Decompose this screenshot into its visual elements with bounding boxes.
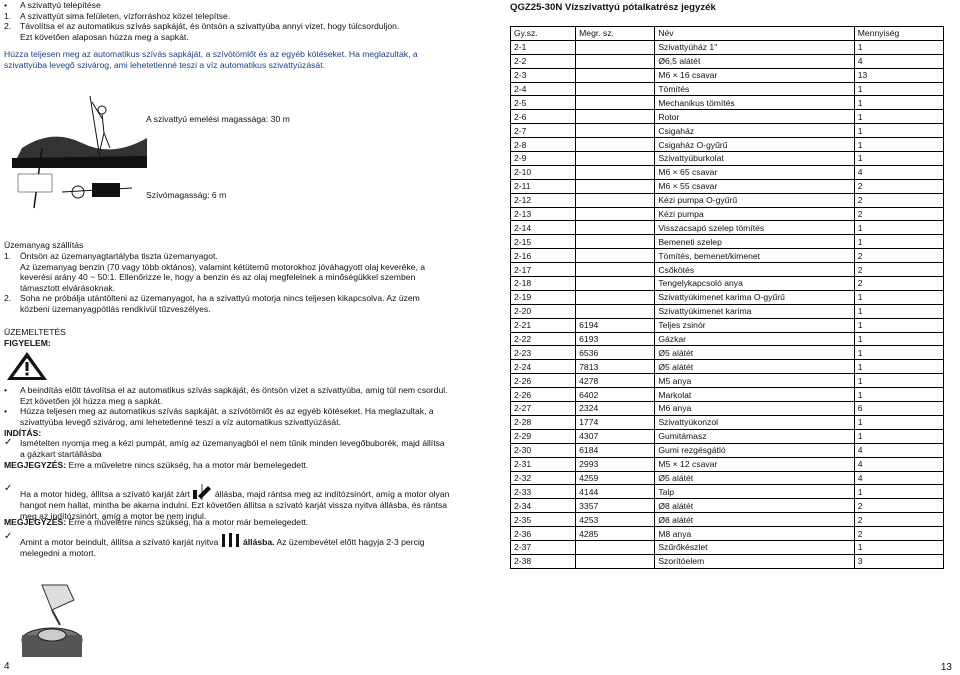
cell-name: Talp (655, 485, 854, 499)
cell-position: 2-22 (511, 332, 576, 346)
cell-position: 2-16 (511, 249, 576, 263)
cell-name: Tengelykapcsoló anya (655, 277, 854, 291)
parts-list-title: QGZ25-30N Vízszivattyú pótalkatrész jegyzék (510, 2, 716, 13)
cell-quantity: 2 (854, 179, 943, 193)
list-marker: 1. (4, 251, 12, 261)
start-heading: INDÍTÁS: (4, 428, 42, 438)
cell-order-no (576, 221, 655, 235)
cell-quantity: 1 (854, 40, 943, 54)
cell-position: 2-8 (511, 138, 576, 152)
list-item (4, 262, 444, 294)
cell-order-no (576, 54, 655, 68)
cell-quantity: 1 (854, 485, 943, 499)
table-row (511, 304, 944, 318)
cell-order-no: 6194 (576, 318, 655, 332)
cell-name: Visszacsapó szelep tömítés (655, 221, 854, 235)
cell-order-no (576, 138, 655, 152)
table-row (511, 221, 944, 235)
parts-table (510, 26, 944, 569)
cell-quantity: 2 (854, 499, 943, 513)
right-page (510, 0, 952, 675)
cell-name: Teljes zsinór (655, 318, 854, 332)
cell-position: 2-37 (511, 540, 576, 554)
fuel-heading: Üzemanyag szállítás (4, 240, 84, 250)
cell-name: M5 anya (655, 374, 854, 388)
cell-position: 2-15 (511, 235, 576, 249)
cell-name: M5 × 12 csavar (655, 457, 854, 471)
cell-position: 2-7 (511, 124, 576, 138)
cell-name: Gázkar (655, 332, 854, 346)
cell-order-no (576, 235, 655, 249)
cell-order-no: 1774 (576, 415, 655, 429)
checkmark-icon: ✓ (4, 531, 13, 542)
warning-bullets (4, 385, 452, 427)
list-item-text: A szivattyú telepítése (20, 0, 101, 10)
install-note: Húzza teljesen meg az automatikus szívás sapkáját, a szívótömlőt és az egyéb kötéseket. Ha meglazultak, a szivattyúba levegő szivárog, ami lehetetlenné teszi a víz automatikus szivattyúzását. (4, 49, 418, 70)
cell-position: 2-29 (511, 429, 576, 443)
cell-name: M6 × 55 csavar (655, 179, 854, 193)
list-item-text: Öntsön az üzemanyagtartályba tiszta üzemanyagot. (20, 251, 218, 261)
cell-order-no: 6536 (576, 346, 655, 360)
cell-quantity: 1 (854, 318, 943, 332)
cell-position: 2-31 (511, 457, 576, 471)
cell-name: Ø8 alátét (655, 513, 854, 527)
cell-position: 2-14 (511, 221, 576, 235)
cell-order-no: 4278 (576, 374, 655, 388)
table-row (511, 415, 944, 429)
cell-order-no (576, 193, 655, 207)
warning-bullet (4, 385, 452, 406)
cell-position: 2-34 (511, 499, 576, 513)
pump-installation-illustration (12, 88, 147, 216)
table-row (511, 68, 944, 82)
cell-name: Ø6,5 alátét (655, 54, 854, 68)
table-row (511, 402, 944, 416)
bullet-icon: • (4, 385, 8, 395)
warning-bullet-text: Húzza teljesen meg az automatikus szívás sapkáját, a szívótömlőt és az egyéb kötéseket. Ha meglazultak, a szivattyúba levegő szivárog, ami lehetetlenné teszi a víz automatikus szivattyúzását. (20, 406, 434, 427)
cell-name: Szorítóelem (655, 554, 854, 568)
warning-triangle-icon (6, 351, 48, 381)
cell-position: 2-4 (511, 82, 576, 96)
cell-position: 2-19 (511, 290, 576, 304)
cell-name: Ø5 alátét (655, 471, 854, 485)
cell-position: 2-26 (511, 374, 576, 388)
cell-name: Szivattyúburkolat (655, 152, 854, 166)
cell-order-no: 7813 (576, 360, 655, 374)
table-row (511, 263, 944, 277)
cell-name: Szivattyúház 1" (655, 40, 854, 54)
col-header-quantity: Mennyiség (854, 27, 943, 41)
cell-order-no: 2324 (576, 402, 655, 416)
table-row (511, 110, 944, 124)
list-item (4, 251, 444, 262)
cell-quantity: 1 (854, 290, 943, 304)
cell-name: Szivattyúkimenet karima (655, 304, 854, 318)
cell-name: Szivattyúkimenet karima O-gyűrű (655, 290, 854, 304)
table-row (511, 485, 944, 499)
table-row (511, 346, 944, 360)
cell-quantity: 4 (854, 457, 943, 471)
table-row (511, 388, 944, 402)
cell-name: Gumi rezgésgátló (655, 443, 854, 457)
cell-quantity: 6 (854, 402, 943, 416)
cell-order-no: 4307 (576, 429, 655, 443)
cell-name: Ø8 alátét (655, 499, 854, 513)
cell-position: 2-32 (511, 471, 576, 485)
list-marker: 1. (4, 10, 12, 21)
table-row (511, 40, 944, 54)
cell-quantity: 1 (854, 221, 943, 235)
cell-order-no (576, 152, 655, 166)
choke-open-icon (221, 532, 241, 548)
cell-quantity: 1 (854, 374, 943, 388)
table-row (511, 360, 944, 374)
cell-quantity: 13 (854, 68, 943, 82)
list-marker: 2. (4, 21, 12, 32)
cell-order-no: 4259 (576, 471, 655, 485)
table-row (511, 96, 944, 110)
cell-name: M8 anya (655, 527, 854, 541)
cell-order-no (576, 304, 655, 318)
table-row (511, 318, 944, 332)
cell-quantity: 1 (854, 346, 943, 360)
cell-quantity: 1 (854, 82, 943, 96)
cell-name: Kézi pumpa (655, 207, 854, 221)
page-number-left: 4 (4, 661, 10, 672)
lift-height-label: A szivattyú emelési magassága: 30 m (146, 114, 290, 124)
fuel-canister-illustration (12, 580, 107, 660)
col-header-name: Név (655, 27, 854, 41)
table-row (511, 152, 944, 166)
cell-position: 2-26 (511, 388, 576, 402)
cell-name: Tömítés (655, 82, 854, 96)
cell-name: Csigaház O-gyűrű (655, 138, 854, 152)
cell-name: M6 anya (655, 402, 854, 416)
cell-quantity: 2 (854, 207, 943, 221)
table-row (511, 374, 944, 388)
cell-quantity: 4 (854, 443, 943, 457)
cell-name: M6 × 65 csavar (655, 165, 854, 179)
table-row (511, 554, 944, 568)
cell-position: 2-17 (511, 263, 576, 277)
list-item (4, 0, 456, 11)
cell-position: 2-30 (511, 443, 576, 457)
table-row (511, 235, 944, 249)
cell-order-no: 3357 (576, 499, 655, 513)
note-1: MEGJEGYZÉS: Erre a műveletre nincs szükség, ha a motor már bemelegedett. (4, 460, 309, 470)
cell-quantity: 1 (854, 332, 943, 346)
cell-name: Ø5 alátét (655, 346, 854, 360)
cell-position: 2-21 (511, 318, 576, 332)
cell-quantity: 2 (854, 193, 943, 207)
table-row (511, 54, 944, 68)
cell-quantity: 1 (854, 360, 943, 374)
table-row (511, 138, 944, 152)
cell-order-no: 6193 (576, 332, 655, 346)
cell-quantity: 1 (854, 138, 943, 152)
col-header-position: Gy.sz. (511, 27, 576, 41)
cell-quantity: 1 (854, 110, 943, 124)
choke-closed-icon (192, 484, 212, 500)
cell-quantity: 2 (854, 249, 943, 263)
cell-quantity: 1 (854, 152, 943, 166)
cell-position: 2-18 (511, 277, 576, 291)
cell-order-no (576, 124, 655, 138)
list-item (4, 11, 456, 22)
list-item (4, 32, 456, 43)
warning-heading: FIGYELEM: (4, 338, 51, 348)
cell-order-no (576, 179, 655, 193)
fuel-list (4, 251, 444, 315)
table-row (511, 527, 944, 541)
cell-order-no (576, 540, 655, 554)
cell-name: Rotor (655, 110, 854, 124)
cell-position: 2-13 (511, 207, 576, 221)
checkmark-icon: ✓ (4, 437, 13, 448)
list-item (4, 293, 444, 314)
table-row (511, 207, 944, 221)
cell-order-no (576, 40, 655, 54)
table-row (511, 332, 944, 346)
cell-quantity: 1 (854, 540, 943, 554)
cell-name: Tömítés, bemenet/kimenet (655, 249, 854, 263)
table-row (511, 290, 944, 304)
cell-order-no: 4253 (576, 513, 655, 527)
table-row (511, 124, 944, 138)
cell-quantity: 1 (854, 429, 943, 443)
checkmark-icon: ✓ (4, 483, 13, 494)
cell-order-no (576, 82, 655, 96)
cell-position: 2-11 (511, 179, 576, 193)
left-page: • A szivattyú telepítése 1. A szivattyút sima felületen, vízforráshoz közel telepítse. 2. Távolítsa el az automatikus szívás sapkáját, és öntsön a szivattyúba annyi vizet, hogy túlcsorduljon. Ezt követően alaposan húzza meg a sapkát. Húzza teljesen meg az automatikus szívás sapkáját, a szívótömlőt és az egyéb kötéseket. Ha meglazultak, a szivattyúba levegő szivárog, ami lehetetlenné teszi a víz automatikus szivattyúzását. A szivattyú emelési magassága: 30 m Szívómagasság: 6 m Üzemanyag szállítás 1. Öntsön az üzemanyagtartályba tiszta üzemanyagot. Az üzemanyag benzin (70 vagy több oktános), valamint kétütemű motorokhoz jóváhagyott olaj keveréke, a keverési arány 40 ~ 50:1. Ellenőrizze le, hogy a benzin és az olaj megfelelnek a minőségükkel szemben támasztott elvárásoknak. 2. Soha ne próbálja utántölteni az üzemanyagot, ha a szivattyú motorja nincs teljesen kikapcsolva. Az üzem közbeni üzemanyagpótlás rendkívül tűzveszélyes. ÜZEMELTETÉS FIGYELEM: • A beindítás előtt távolítsa el az automatikus szívás sapkáját, és öntsön vizet a szivattyúba, amíg túl nem csordul. Ezt követően jól húzza meg a sapkát. • Húzza teljesen meg az automatikus szívás sapkáját, a szívótömlőt és az egyéb kötéseket. Ha meglazultak, a szivattyúba levegő szivárog, ami lehetetlenné teszi a víz automatikus szivattyúzását. INDÍTÁS: ✓ Ismételten nyomja meg a kézi pumpát, amíg az üzemanyagból el nem tűnik minden levegőbuborék, majd állítsa a gázkart startállásba MEGJEGYZÉS: Erre a műveletre nincs szükség, ha a motor már bemelegedett. ✓ Ha a motor hideg, állítsa a szívató karját zárt állásba, majd rántsa meg az indítózsinórt, amíg a motor olyan hangot nem hallat, mintha be akarna indulni. Ezt követően állítsa a szívató karját vissza nyitva állásba, és rántsa meg az indítózsinórt, amíg a motor be nem indul. MEGJEGYZÉS: Erre a műveletre nincs szükség, ha a motor már bemelegedett. ✓ Amint a motor beindult, állítsa a szívató karját nyitva állásba. Az üzembevétel előtt hagyja 2-3 percig melegedni a motort. 4 (4, 0, 456, 675)
cell-name: Szivattyúkonzol (655, 415, 854, 429)
list-item-text: Távolítsa el az automatikus szívás sapkáját, és öntsön a szivattyúba annyi vizet, hogy túlcsorduljon. (20, 21, 400, 32)
cell-quantity: 2 (854, 513, 943, 527)
cell-quantity: 1 (854, 96, 943, 110)
cell-order-no (576, 554, 655, 568)
warning-bullet-text: A beindítás előtt távolítsa el az automatikus szívás sapkáját, és öntsön vizet a szivattyúba, amíg túl nem csordul. Ezt követően jól húzza meg a sapkát. (20, 385, 448, 406)
table-row (511, 457, 944, 471)
table-row (511, 277, 944, 291)
page-number-right: 13 (940, 662, 952, 673)
cell-order-no: 4144 (576, 485, 655, 499)
cell-position: 2-23 (511, 346, 576, 360)
cell-position: 2-2 (511, 54, 576, 68)
cell-order-no (576, 290, 655, 304)
cell-order-no (576, 165, 655, 179)
cell-quantity: 4 (854, 54, 943, 68)
cell-position: 2-5 (511, 96, 576, 110)
cell-position: 2-12 (511, 193, 576, 207)
table-row (511, 443, 944, 457)
cell-quantity: 2 (854, 277, 943, 291)
list-item (4, 21, 456, 32)
cell-order-no (576, 68, 655, 82)
cell-quantity: 1 (854, 388, 943, 402)
cell-position: 2-27 (511, 402, 576, 416)
cell-name: Gumitámasz (655, 429, 854, 443)
table-row (511, 179, 944, 193)
cell-name: Ø5 alátét (655, 360, 854, 374)
cell-position: 2-24 (511, 360, 576, 374)
cell-order-no (576, 249, 655, 263)
cell-name: Kézi pumpa O-gyűrű (655, 193, 854, 207)
bullet-icon: • (4, 406, 8, 417)
cell-position: 2-9 (511, 152, 576, 166)
cell-order-no (576, 277, 655, 291)
cell-name: Markolat (655, 388, 854, 402)
warning-bullet (4, 406, 452, 427)
cell-quantity: 1 (854, 124, 943, 138)
cell-position: 2-38 (511, 554, 576, 568)
table-header-row (511, 27, 944, 41)
cell-quantity: 2 (854, 527, 943, 541)
cell-name: Csőkötés (655, 263, 854, 277)
operation-heading: ÜZEMELTETÉS (4, 327, 66, 337)
cell-name: Mechanikus tömítés (655, 96, 854, 110)
table-row (511, 540, 944, 554)
list-item-text: Ezt követően alaposan húzza meg a sapkát. (20, 31, 189, 42)
list-marker: 2. (4, 293, 12, 304)
cell-quantity: 2 (854, 263, 943, 277)
table-row (511, 471, 944, 485)
cell-order-no (576, 263, 655, 277)
cell-name: Csigaház (655, 124, 854, 138)
cell-quantity: 4 (854, 471, 943, 485)
table-row (511, 165, 944, 179)
cell-name: Bemeneti szelep (655, 235, 854, 249)
cell-quantity: 1 (854, 415, 943, 429)
list-item-text: A szivattyút sima felületen, vízforráshoz közel telepítse. (20, 10, 231, 21)
cell-order-no (576, 96, 655, 110)
cell-order-no: 4285 (576, 527, 655, 541)
cell-position: 2-6 (511, 110, 576, 124)
cell-position: 2-33 (511, 485, 576, 499)
cell-quantity: 4 (854, 165, 943, 179)
list-marker: • (4, 0, 8, 10)
table-row (511, 429, 944, 443)
list-item-text: Soha ne próbálja utántölteni az üzemanyagot, ha a szivattyú motorja nincs teljesen kikapcsolva. Az üzem közbeni üzemanyagpótlás rendkívül tűzveszélyes. (20, 293, 420, 314)
cell-order-no: 6402 (576, 388, 655, 402)
col-header-order-no: Megr. sz. (576, 27, 655, 41)
table-row (511, 193, 944, 207)
list-item-text: Az üzemanyag benzin (70 vagy több oktános), valamint kétütemű motorokhoz jóváhagyott olaj keveréke, a keverési arány 40 ~ 50:1. Ellenőrizze le, hogy a benzin és az olaj megfelelnek a minőségükkel szemben támasztott elvárásoknak. (20, 261, 426, 293)
cell-name: Szűrőkészlet (655, 540, 854, 554)
cell-position: 2-36 (511, 527, 576, 541)
cell-order-no: 2993 (576, 457, 655, 471)
table-row (511, 249, 944, 263)
cell-order-no (576, 110, 655, 124)
table-row (511, 499, 944, 513)
note-2: MEGJEGYZÉS: Erre a műveletre nincs szükség, ha a motor már bemelegedett. (4, 517, 309, 527)
cell-order-no (576, 207, 655, 221)
cell-quantity: 3 (854, 554, 943, 568)
cell-position: 2-35 (511, 513, 576, 527)
cell-position: 2-1 (511, 40, 576, 54)
table-row (511, 82, 944, 96)
cell-position: 2-10 (511, 165, 576, 179)
cell-position: 2-20 (511, 304, 576, 318)
table-row (511, 513, 944, 527)
cell-order-no: 6184 (576, 443, 655, 457)
install-list (4, 0, 456, 42)
cell-position: 2-3 (511, 68, 576, 82)
cell-quantity: 1 (854, 304, 943, 318)
cell-name: M6 × 16 csavar (655, 68, 854, 82)
suction-height-label: Szívómagasság: 6 m (146, 190, 227, 200)
cell-quantity: 1 (854, 235, 943, 249)
cell-position: 2-28 (511, 415, 576, 429)
